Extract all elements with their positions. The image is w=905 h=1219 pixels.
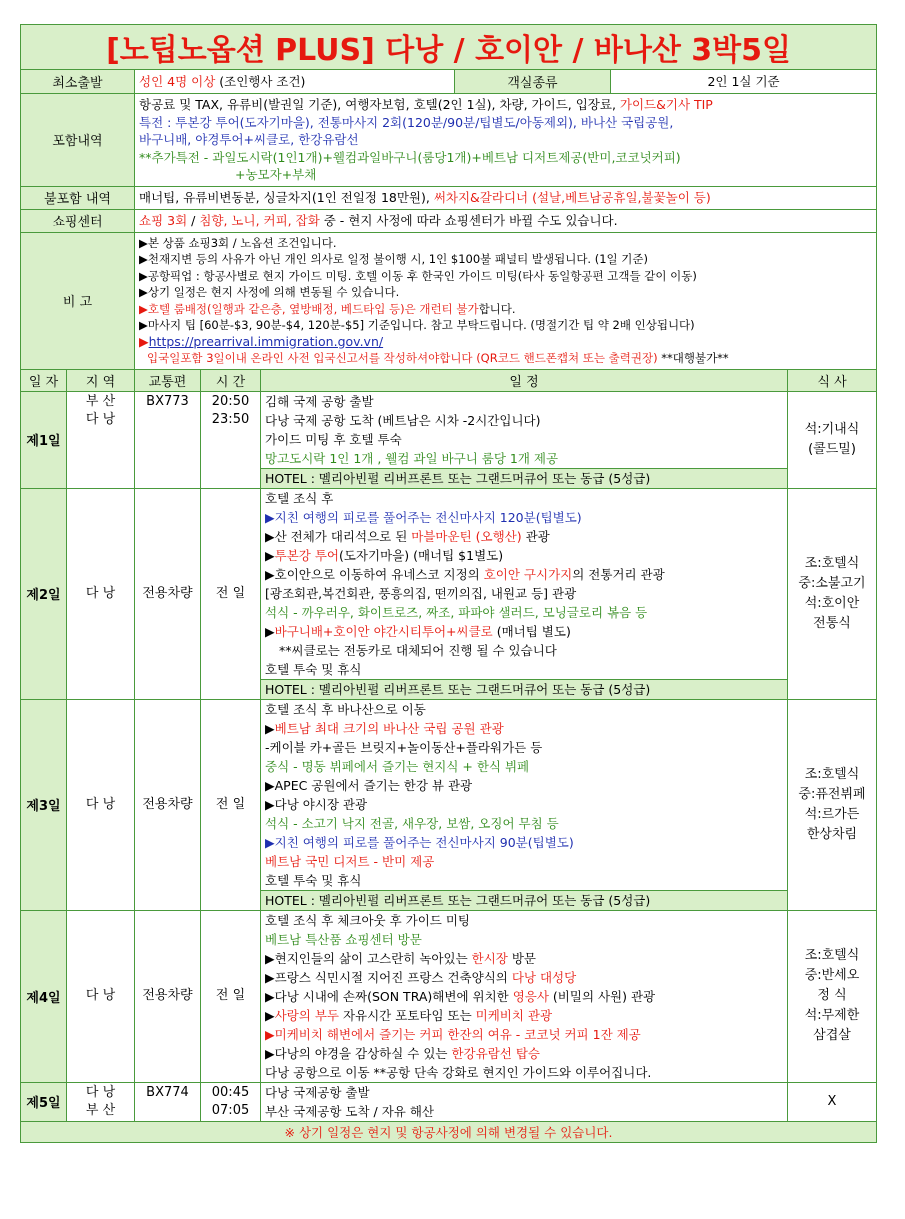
remarks-content bbox=[135, 232, 877, 369]
header-plan: 일 정 bbox=[261, 369, 788, 391]
day-time: 전 일 bbox=[201, 699, 261, 910]
day-place: 다 낭 bbox=[67, 699, 135, 910]
day-time: 00:45 07:05 bbox=[201, 1082, 261, 1121]
day-label: 제4일 bbox=[21, 910, 67, 1082]
inclusions-label: 포함내역 bbox=[21, 94, 135, 187]
day-plan: 호텔 조식 후 ▶지친 여행의 피로를 풀어주는 전신마사지 120분(팁별도) ▶산 전체가 대리석으로 된 마블마운틴 (오행산) 관광 ▶투본강 투어(도자기마을) (매너팁 $1별도) ▶호이안으로 이동하여 유네스코 지정의 호이안 구시가지의 전통거리 관광 [광조회관,복건회관, 풍흥의집, 떤끼의집, 내원교 등] 관광 석식 - 까우러우, 화이트로즈, 짜조, 파파야 샐러드, 모닝글로리 볶음 등 ▶바구니배+호이안 야간시티투어+씨클로 (매너팁 별도) **씨클로는 전동카로 대체되어 진행 될 수 있습니다 호텔 투숙 및 휴식 HOTEL : 멜리아빈펄 리버프론트 또는 그랜드머큐어 또는 동급 (5성급) bbox=[261, 488, 788, 699]
schedule-header bbox=[21, 369, 877, 391]
header-transport: 교통편 bbox=[135, 369, 201, 391]
day-time: 20:50 23:50 bbox=[201, 391, 261, 488]
header-day: 일 자 bbox=[21, 369, 67, 391]
day-label: 제5일 bbox=[21, 1082, 67, 1121]
itinerary-document bbox=[20, 24, 876, 1143]
day-plan: 김해 국제 공항 출발 다낭 국제 공항 도착 (베트남은 시차 -2시간입니다) 가이드 미팅 후 호텔 투숙 망고도시락 1인 1개 , 웰컴 과일 바구니 룸당 1개 제공 HOTEL : 멜리아빈펄 리버프론트 또는 그랜드머큐어 또는 동급 (5성급) bbox=[261, 391, 788, 488]
day-row bbox=[21, 488, 877, 699]
note-item: ▶호텔 룸배정(일행과 같은층, 옆방배정, 베드타입 등)은 개런티 불가합니다. bbox=[139, 301, 516, 316]
exclusions-label: 불포함 내역 bbox=[21, 186, 135, 209]
day-meal: 조:호텔식 중:소불고기 석:호이안 전통식 bbox=[788, 488, 877, 699]
note-item: ▶본 상품 쇼핑3회 / 노옵션 조건입니다. bbox=[139, 235, 337, 250]
day-place: 다 낭 bbox=[67, 910, 135, 1082]
day-plan: 다낭 국제공항 출발 부산 국제공항 도착 / 자유 해산 bbox=[261, 1082, 788, 1121]
day-row bbox=[21, 699, 877, 910]
day-transport: BX773 bbox=[135, 391, 201, 488]
day-label: 제2일 bbox=[21, 488, 67, 699]
day-transport: 전용차량 bbox=[135, 910, 201, 1082]
day-time: 전 일 bbox=[201, 488, 261, 699]
day-row bbox=[21, 910, 877, 1082]
day-label: 제1일 bbox=[21, 391, 67, 488]
day-transport: BX774 bbox=[135, 1082, 201, 1121]
day-row bbox=[21, 391, 877, 488]
day-meal: 조:호텔식 중:반세오 정 식 석:무제한 삼겹살 bbox=[788, 910, 877, 1082]
remarks-label: 비 고 bbox=[21, 232, 135, 369]
page-title: [노팁노옵션 PLUS] 다낭 / 호이안 / 바나산 3박5일 bbox=[21, 25, 877, 70]
day-transport: 전용차량 bbox=[135, 488, 201, 699]
note-item: 입국일포함 3일이내 온라인 사전 입국신고서를 작성하셔야합니다 (QR코드 핸드폰캡쳐 또는 출력권장) **대행불가** bbox=[147, 351, 729, 365]
min-departure-label: 최소출발 bbox=[21, 70, 135, 94]
info-table bbox=[20, 24, 877, 370]
hotel-info: HOTEL : 멜리아빈펄 리버프론트 또는 그랜드머큐어 또는 동급 (5성급) bbox=[261, 468, 787, 488]
day-time: 전 일 bbox=[201, 910, 261, 1082]
day-transport: 전용차량 bbox=[135, 699, 201, 910]
room-type-value: 2인 1실 기준 bbox=[611, 70, 877, 94]
header-place: 지 역 bbox=[67, 369, 135, 391]
day-meal: 조:호텔식 중:퓨전뷔페 석:르가든 한상차림 bbox=[788, 699, 877, 910]
inclusions-content: 항공료 및 TAX, 유류비(발권일 기준), 여행자보험, 호텔(2인 1실), 차량, 가이드, 입장료, 가이드&기사 TIP 특전 : 투본강 투어(도자기마을), 전통마사지 2회(120분/90분/팁별도/아동제외), 바나산 국립공원, 바구니배, 야경투어+씨클로, 한강유람선 **추가특전 - 과일도시락(1인1개)+웰컴과일바구니(룸당1개)+베트남 디저트제공(반미,코코넛커피) +농모자+부채 bbox=[135, 94, 877, 187]
note-item: ▶천재지변 등의 사유가 아닌 개인 의사로 일정 불이행 시, 1인 $100불 패널티 발생됩니다. (1일 기준) bbox=[139, 252, 649, 266]
shopping-label: 쇼핑센터 bbox=[21, 209, 135, 232]
schedule-table bbox=[20, 369, 877, 1143]
day-meal: X bbox=[788, 1082, 877, 1121]
immigration-link[interactable]: https://prearrival.immigration.gov.vn/ bbox=[148, 333, 384, 349]
note-item: ▶상기 일정은 현지 사정에 의해 변동될 수 있습니다. bbox=[139, 285, 400, 299]
header-meal: 식 사 bbox=[788, 369, 877, 391]
min-departure-value: 성인 4명 이상 (조인행사 조건) bbox=[135, 70, 455, 94]
note-item: ▶마사지 팁 [60분-$3, 90분-$4, 120분-$5] 기준입니다. 참고 부탁드립니다. (명절기간 팁 약 2배 인상됩니다) bbox=[139, 318, 695, 332]
day-meal: 석:기내식 (콜드밀) bbox=[788, 391, 877, 488]
hotel-info: HOTEL : 멜리아빈펄 리버프론트 또는 그랜드머큐어 또는 동급 (5성급) bbox=[261, 890, 787, 910]
day-plan: 호텔 조식 후 체크아웃 후 가이드 미팅 베트남 특산품 쇼핑센터 방문 ▶현지인들의 삶이 고스란히 녹아있는 한시장 방문 ▶프랑스 식민시절 지어진 프랑스 건축양식의 다낭 대성당 ▶다낭 시내에 손짜(SON TRA)해변에 위치한 영응사 (비밀의 사원) 관광 ▶사랑의 부두 자유시간 포토타임 또는 미케비치 관광 ▶미케비치 해변에서 즐기는 커피 한잔의 여유 - 코코넛 커피 1잔 제공 ▶다낭의 야경을 감상하실 수 있는 한강유람선 탑승 다낭 공항으로 이동 **공항 단속 강화로 현지인 가이드와 이루어집니다. bbox=[261, 910, 788, 1082]
day-place: 다 낭 부 산 bbox=[67, 1082, 135, 1121]
header-time: 시 간 bbox=[201, 369, 261, 391]
hotel-info: HOTEL : 멜리아빈펄 리버프론트 또는 그랜드머큐어 또는 동급 (5성급) bbox=[261, 679, 787, 699]
exclusions-content: 매너팁, 유류비변동분, 싱글차지(1인 전일정 18만원), 써차지&갈라디너 (설날,베트남공휴일,불꽃놀이 등) bbox=[135, 186, 877, 209]
room-type-label: 객실종류 bbox=[455, 70, 611, 94]
note-item: ▶공항픽업 : 항공사별로 현지 가이드 미팅. 호텔 이동 후 한국인 가이드 미팅(타사 동일항공편 고객들 같이 이동) bbox=[139, 268, 697, 283]
day-row bbox=[21, 1082, 877, 1121]
day-label: 제3일 bbox=[21, 699, 67, 910]
shopping-content: 쇼핑 3회 / 침향, 노니, 커피, 잡화 중 - 현지 사정에 따라 쇼핑센터가 바뀔 수도 있습니다. bbox=[135, 209, 877, 232]
day-place: 다 낭 bbox=[67, 488, 135, 699]
footer-note: ※ 상기 일정은 현지 및 항공사정에 의해 변경될 수 있습니다. bbox=[21, 1121, 877, 1142]
day-plan: 호텔 조식 후 바나산으로 이동 ▶베트남 최대 크기의 바나산 국립 공원 관광 -케이블 카+골든 브릿지+놀이동산+플라워가든 등 중식 - 명동 뷔페에서 즐기는 현지식 + 한식 뷔페 ▶APEC 공원에서 즐기는 한강 뷰 관광 ▶다낭 야시장 관광 석식 - 소고기 낙지 전골, 새우장, 보쌈, 오징어 무침 등 ▶지친 여행의 피로를 풀어주는 전신마사지 90분(팁별도) 베트남 국민 디저트 - 반미 제공 호텔 투숙 및 휴식 HOTEL : 멜리아빈펄 리버프론트 또는 그랜드머큐어 또는 동급 (5성급) bbox=[261, 699, 788, 910]
day-place: 부 산 다 낭 bbox=[67, 391, 135, 488]
note-item: ▶https://prearrival.immigration.gov.vn/ bbox=[139, 333, 384, 349]
